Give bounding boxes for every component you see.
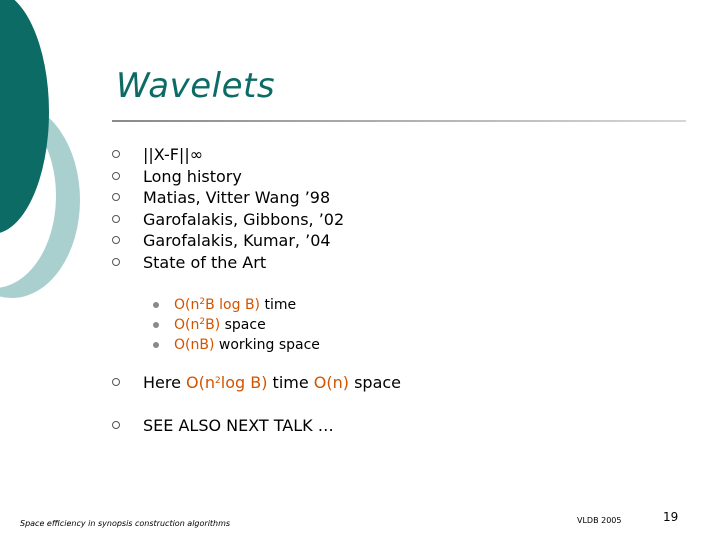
bullet-item	[110, 166, 700, 188]
ring-bullet-icon	[112, 193, 120, 201]
ring-bullet-icon	[112, 421, 120, 429]
dot-bullet-icon	[153, 322, 159, 328]
bullet-item	[110, 252, 700, 274]
bullet-item-here	[110, 372, 700, 394]
bullet-text: Here $O(n^2\log$ B) time O(n) space	[143, 373, 402, 392]
decorative-circles	[0, 0, 120, 300]
sub-bullet-text: $O(n^2B)$ space	[174, 317, 266, 333]
bullet-list	[110, 144, 700, 273]
bullet-text: SEE ALSO NEXT TALK …	[143, 416, 334, 435]
bullet-item	[110, 187, 700, 209]
complexity-highlight: O(nB)	[174, 337, 215, 353]
page-number: 19	[663, 510, 679, 524]
bullet-item	[110, 230, 700, 252]
bullet-item	[110, 144, 700, 166]
slide-title: Wavelets	[116, 66, 276, 106]
complexity-highlight: $O(n^2B)$	[174, 317, 221, 333]
ring-bullet-icon	[112, 172, 120, 180]
bullet-text: State of the Art	[143, 252, 267, 272]
bullet-text: Garofalakis, Kumar, ’04	[143, 231, 331, 250]
footer-caption: Space efficiency in synopsis construction algorithms	[20, 519, 231, 528]
complexity-highlight: $O(n^2B$ log B)	[174, 297, 261, 313]
complexity-highlight: $O(n^2\log$ B)	[186, 373, 268, 392]
dot-bullet-icon	[153, 342, 159, 348]
ring-bullet-icon	[112, 236, 120, 244]
sub-bullet-text: O(nB) working space	[174, 337, 320, 353]
ring-bullet-icon	[112, 215, 120, 223]
ring-bullet-icon	[112, 378, 120, 386]
bullet-text: Garofalakis, Gibbons, ’02	[143, 209, 345, 229]
dot-bullet-icon	[153, 302, 159, 308]
title-underline	[112, 120, 686, 122]
bullet-text: Matias, Vitter Wang ’98	[143, 188, 331, 207]
bullet-text: Long history	[143, 166, 242, 186]
bullet-item	[110, 209, 700, 231]
ring-bullet-icon	[112, 258, 120, 266]
footer-venue: VLDB 2005	[577, 516, 622, 525]
complexity-highlight: O(n)	[313, 373, 349, 392]
sub-bullet-text: $O(n^2B$ log B) time	[174, 297, 297, 313]
bullet-text: ||X-F||∞	[143, 145, 204, 164]
bullet-item-see-also	[110, 415, 700, 437]
ring-bullet-icon	[112, 150, 120, 158]
